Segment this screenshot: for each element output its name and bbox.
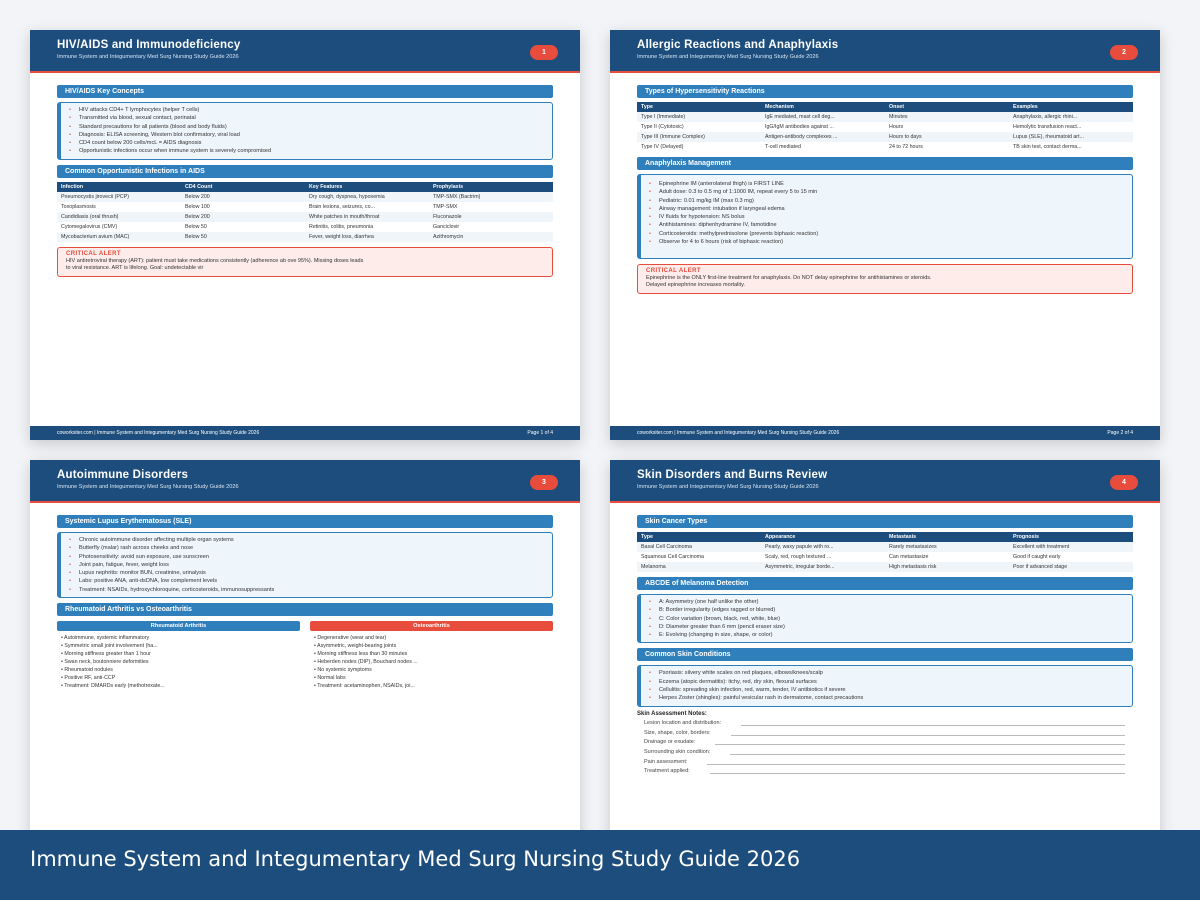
table-cell: IgE mediated, mast cell deg...	[761, 112, 885, 122]
table-cell: Retinitis, colitis, pneumonia	[309, 223, 374, 230]
alert-text: HIV antiretroviral therapy (ART): patient must take medications consistently (adherence ab ove 95%). Missing doses leads to viral resistance. ART is lifelong. Goal: undetectable vir	[66, 257, 364, 271]
table-header: Infection	[57, 182, 181, 192]
table-row	[637, 132, 1133, 142]
table-cell: Rarely metastasizes	[885, 542, 1009, 552]
page-number-badge: 1	[530, 45, 558, 60]
skin-cancer-table	[637, 532, 1133, 572]
table-row	[57, 202, 553, 212]
page-subtitle: Immune System and Integumentary Med Surg Nursing Study Guide 2026	[57, 484, 239, 490]
list-item: • Herpes Zoster (shingles): painful vesicular rash in dermatome, contact precautions	[647, 694, 1126, 702]
page-1	[30, 30, 580, 440]
list-item: • Normal labs	[310, 674, 553, 682]
bullet-box	[637, 665, 1133, 706]
list-item: • Symmetric small joint involvement (ha...	[57, 642, 300, 650]
section-title: Rheumatoid Arthritis vs Osteoarthritis	[57, 603, 553, 616]
table-cell: Good if caught early	[1013, 554, 1061, 560]
page-number-badge: 2	[1110, 45, 1138, 60]
table-cell: T-cell mediated	[765, 144, 801, 150]
table-row	[637, 142, 1133, 152]
list-item: • Standard precautions for all patients (blood and body fluids)	[67, 123, 546, 131]
table-cell: Scaly, red, rough textured ...	[765, 554, 832, 560]
list-item: • Chronic autoimmune disorder affecting multiple organ systems	[67, 536, 546, 544]
section-title: Systemic Lupus Erythematosus (SLE)	[57, 515, 553, 528]
footer-source: coworksiter.com | Immune System and Integumentary Med Surg Nursing Study Guide 2026	[637, 430, 840, 436]
list-item: • Opportunistic infections occur when immune system is severely compromised	[67, 147, 546, 155]
list-item: • Asymmetric, weight-bearing joints	[310, 642, 553, 650]
table-cell: Ganciclovir	[433, 223, 460, 230]
column-title: Osteoarthritis	[310, 621, 553, 631]
table-cell: Pneumocystis jirovecii (PCP)	[57, 192, 181, 202]
table-cell: White patches in mouth/throat	[305, 212, 429, 222]
note-label: Surrounding skin condition:	[644, 749, 711, 756]
page-header	[610, 30, 1160, 73]
ra-column	[57, 621, 300, 690]
section-title: Common Skin Conditions	[637, 648, 1133, 661]
table-cell: Poor if advanced stage	[1009, 562, 1133, 572]
table-cell: Melanoma	[637, 562, 761, 572]
page-title: Autoimmune Disorders	[57, 469, 189, 481]
table-header: Type	[637, 102, 761, 112]
table-cell: Minutes	[885, 112, 1009, 122]
list-item: • Airway management: intubation if laryngeal edema	[647, 205, 1126, 213]
table-cell: 24 to 72 hours	[889, 144, 923, 150]
bullet-box	[637, 174, 1133, 259]
table-cell: Mycobacterium avium (MAC)	[57, 232, 181, 242]
list-item: • Eczema (atopic dermatitis): itchy, red, dry skin, flexural surfaces	[647, 678, 1126, 686]
table-row	[637, 552, 1133, 562]
table-row	[57, 212, 553, 222]
list-item: • Cellulitis: spreading skin infection, red, warm, tender, IV antibiotics if severe	[647, 686, 1126, 694]
table-row	[57, 222, 553, 232]
table-header: CD4 Count	[181, 182, 305, 192]
note-line[interactable]	[637, 736, 1133, 746]
footer-page: Page 2 of 4	[1107, 430, 1133, 436]
page-footer	[30, 426, 580, 440]
page-footer	[610, 426, 1160, 440]
table-header: Type	[637, 532, 761, 542]
table-cell: Hemolytic transfusion react...	[1013, 124, 1082, 130]
note-label: Pain assessment:	[644, 758, 688, 765]
page-subtitle: Immune System and Integumentary Med Surg Nursing Study Guide 2026	[637, 54, 819, 60]
critical-alert	[637, 264, 1133, 294]
list-item: • IV fluids for hypotension: NS bolus	[647, 213, 1126, 221]
page-2	[610, 30, 1160, 440]
list-item: • No systemic symptoms	[310, 666, 553, 674]
list-item: • Photosensitivity: avoid sun exposure, use sunscreen	[67, 553, 546, 561]
note-line[interactable]	[637, 726, 1133, 736]
list-item: • Treatment: NSAIDs, hydroxychloroquine, corticosteroids, immunosuppressants	[67, 586, 546, 594]
table-cell: Below 200	[181, 212, 305, 222]
table-cell: Type IV (Delayed)	[641, 144, 684, 150]
list-item: • Rheumatoid nodules	[57, 666, 300, 674]
table-cell: Pearly, waxy papule with ro...	[761, 542, 885, 552]
bullet-box	[57, 532, 553, 598]
table-cell: Cytomegalovirus (CMV)	[61, 223, 118, 230]
table-cell: Antigen-antibody complexes ...	[761, 132, 885, 142]
footer-source: coworksiter.com | Immune System and Integumentary Med Surg Nursing Study Guide 2026	[57, 430, 260, 436]
note-label: Drainage or exudate:	[644, 739, 696, 746]
page-title: Allergic Reactions and Anaphylaxis	[637, 39, 839, 51]
table-cell: TMP-SMX (Bactrim)	[429, 192, 553, 202]
table-cell: Hours	[889, 124, 904, 130]
list-item: • Antihistamines: diphenhydramine IV, famotidine	[647, 221, 1126, 229]
table-cell: Below 50	[181, 232, 305, 242]
hypersensitivity-table	[637, 102, 1133, 152]
table-cell: Excellent with treatment	[1009, 542, 1133, 552]
table-cell: Below 200	[181, 192, 305, 202]
table-header: Appearance	[761, 532, 885, 542]
column-title: Rheumatoid Arthritis	[57, 621, 300, 631]
list-item: • Transmitted via blood, sexual contact, perinatal	[67, 114, 546, 122]
table-cell: Toxoplasmosis	[61, 203, 96, 210]
table-row	[637, 122, 1133, 132]
note-label: Treatment applied:	[644, 768, 690, 775]
bullet-box	[57, 102, 553, 160]
table-cell: Below 100	[185, 203, 210, 210]
list-item: • Observe for 4 to 6 hours (risk of biphasic reaction)	[647, 238, 1126, 246]
list-item: • Lupus nephritis: monitor BUN, creatinine, urinalysis	[67, 569, 546, 577]
table-cell: TB skin test, contact derma...	[1013, 144, 1082, 150]
note-line[interactable]	[637, 755, 1133, 765]
page-title: Skin Disorders and Burns Review	[637, 469, 828, 481]
page-subtitle: Immune System and Integumentary Med Surg Nursing Study Guide 2026	[637, 484, 819, 490]
page-subtitle: Immune System and Integumentary Med Surg Nursing Study Guide 2026	[57, 54, 239, 60]
list-item: • Swan neck, boutonniere deformities	[57, 658, 300, 666]
list-item: • E: Evolving (changing in size, shape, or color)	[647, 631, 1126, 639]
section-title: Types of Hypersensitivity Reactions	[637, 85, 1133, 98]
bullet-box	[637, 594, 1133, 643]
section-title: ABCDE of Melanoma Detection	[637, 577, 1133, 590]
list-item: • Butterfly (malar) rash across cheeks and nose	[67, 544, 546, 552]
alert-title: CRITICAL ALERT	[66, 250, 121, 257]
note-line[interactable]	[637, 717, 1133, 727]
assessment-notes	[637, 711, 1133, 775]
list-item: • Diagnosis: ELISA screening, Western blot confirmatory, viral load	[67, 131, 546, 139]
table-cell: Squamous Cell Carcinoma	[641, 554, 705, 560]
list-item: • Treatment: DMARDs early (methotrexate...	[57, 682, 300, 690]
list-item: • B: Border irregularity (edges ragged or blurred)	[647, 606, 1126, 614]
note-label: Size, shape, color, borders:	[644, 729, 711, 736]
infections-table	[57, 182, 553, 242]
table-cell: Type II (Cytotoxic)	[641, 124, 684, 130]
page-number-badge: 4	[1110, 475, 1138, 490]
table-header: Prophylaxis	[429, 182, 553, 192]
list-item: • Adult dose: 0.3 to 0.5 mg of 1:1000 IM, repeat every 5 to 15 min	[647, 188, 1126, 196]
oa-column	[310, 621, 553, 690]
list-item: • C: Color variation (brown, black, red, white, blue)	[647, 615, 1126, 623]
table-row	[57, 232, 553, 242]
list-item: • Treatment: acetaminophen, NSAIDs, joi...	[310, 682, 553, 690]
table-cell: Dry cough, dyspnea, hypoxemia	[305, 192, 429, 202]
list-item: • Pediatric: 0.01 mg/kg IM (max 0.3 mg)	[647, 197, 1126, 205]
table-cell: Brain lesions, seizures, co...	[309, 203, 375, 210]
section-title: Common Opportunistic Infections in AIDS	[57, 165, 553, 178]
table-header: Key Features	[305, 182, 429, 192]
table-header: Metastasis	[885, 532, 1009, 542]
list-item: • Labs: positive ANA, anti-dsDNA, low complement levels	[67, 577, 546, 585]
table-cell: Anaphylaxis, allergic rhini...	[1009, 112, 1133, 122]
table-row	[637, 562, 1133, 572]
section-title: Anaphylaxis Management	[637, 157, 1133, 170]
table-cell: Type III (Immune Complex)	[637, 132, 761, 142]
note-label: Lesion location and distribution:	[644, 720, 722, 727]
page-title: HIV/AIDS and Immunodeficiency	[57, 39, 241, 51]
table-cell: Lupus (SLE), rheumatoid art...	[1009, 132, 1133, 142]
alert-title: CRITICAL ALERT	[646, 268, 701, 275]
list-item: • CD4 count below 200 cells/mcL = AIDS diagnosis	[67, 139, 546, 147]
list-item: • Morning stiffness greater than 1 hour	[57, 650, 300, 658]
table-header: Onset	[885, 102, 1009, 112]
note-line[interactable]	[637, 745, 1133, 755]
table-cell: Below 50	[185, 223, 207, 230]
list-item: • Psoriasis: silvery white scales on red plaques, elbows/knees/scalp	[647, 669, 1126, 677]
table-cell: IgG/IgM antibodies against ...	[765, 124, 834, 130]
table-cell: Asymmetric, irregular borde...	[761, 562, 885, 572]
critical-alert	[57, 247, 553, 277]
table-cell: Fluconazole	[429, 212, 553, 222]
list-item: • Autoimmune, systemic inflammatory	[57, 634, 300, 642]
table-row	[637, 112, 1133, 122]
list-item: • Heberden nodes (DIP), Bouchard nodes ...	[310, 658, 553, 666]
comparison-columns	[57, 621, 553, 690]
list-item: • HIV attacks CD4+ T lymphocytes (helper T cells)	[67, 106, 546, 114]
table-cell: Hours to days	[885, 132, 1009, 142]
table-header: Mechanism	[761, 102, 885, 112]
list-item: • Positive RF, anti-CCP	[57, 674, 300, 682]
list-item: • D: Diameter greater than 6 mm (pencil eraser size)	[647, 623, 1126, 631]
section-title: Skin Cancer Types	[637, 515, 1133, 528]
bottom-banner: Immune System and Integumentary Med Surg Nursing Study Guide 2026	[0, 830, 1200, 900]
table-row	[637, 542, 1133, 552]
table-cell: Fever, weight loss, diarrhea	[305, 232, 429, 242]
list-item: • A: Asymmetry (one half unlike the other)	[647, 598, 1126, 606]
table-cell: TMP-SMX	[433, 203, 458, 210]
table-cell: Azithromycin	[429, 232, 553, 242]
footer-page: Page 1 of 4	[527, 430, 553, 436]
notes-title: Skin Assessment Notes:	[637, 710, 707, 717]
table-cell: Can metastasize	[889, 554, 929, 560]
page-header	[30, 30, 580, 73]
list-item: • Morning stiffness less than 30 minutes	[310, 650, 553, 658]
alert-text: Epinephrine is the ONLY first-line treatment for anaphylaxis. Do NOT delay epinephrine for antihistamines or steroids. Delayed epinephrine increases mortality.	[646, 275, 932, 289]
list-item: • Degenerative (wear and tear)	[310, 634, 553, 642]
table-cell: Candidiasis (oral thrush)	[57, 212, 181, 222]
list-item: • Corticosteroids: methylprednisolone (prevents biphasic reaction)	[647, 230, 1126, 238]
table-cell: High metastasis risk	[885, 562, 1009, 572]
table-cell: Type I (Immediate)	[637, 112, 761, 122]
section-title: HIV/AIDS Key Concepts	[57, 85, 553, 98]
table-header: Prognosis	[1009, 532, 1133, 542]
table-header: Examples	[1009, 102, 1133, 112]
table-row	[57, 192, 553, 202]
page-header	[610, 460, 1160, 503]
list-item: • Epinephrine IM (anterolateral thigh) is FIRST LINE	[647, 180, 1126, 188]
table-cell: Basal Cell Carcinoma	[637, 542, 761, 552]
page-header	[30, 460, 580, 503]
page-number-badge: 3	[530, 475, 558, 490]
list-item: • Joint pain, fatigue, fever, weight loss	[67, 561, 546, 569]
note-line[interactable]	[637, 765, 1133, 775]
